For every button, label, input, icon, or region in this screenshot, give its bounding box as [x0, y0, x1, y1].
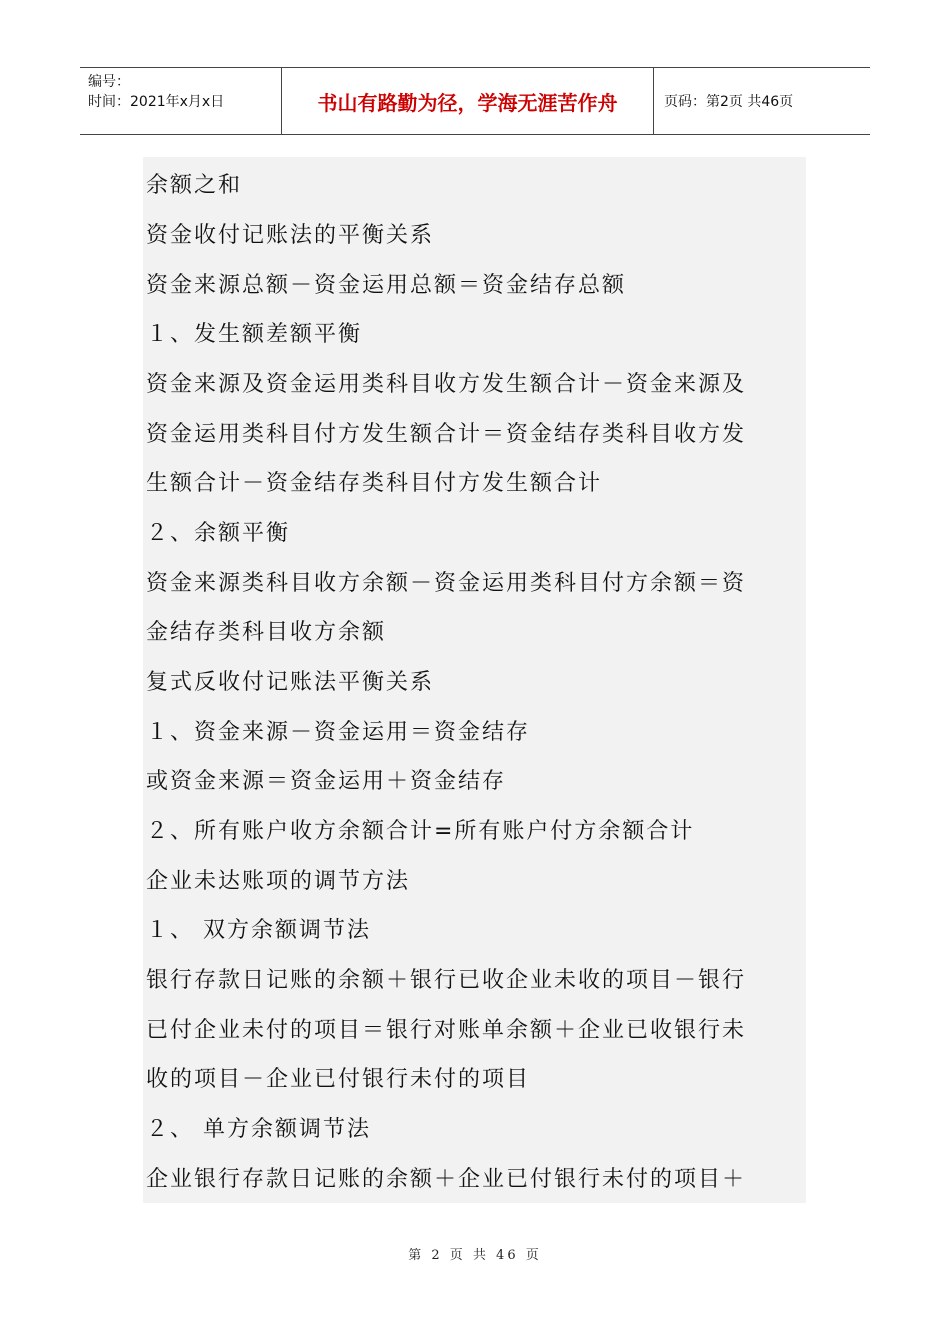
motto-text: 书山有路勤为径，学海无涯苦作舟 — [317, 90, 618, 115]
page-footer — [0, 1244, 950, 1263]
text-line: 银行存款日记账的余额＋银行已收企业未收的项目－银行 — [146, 968, 747, 993]
footer-page-number: 第 2 页 共 46 页 — [408, 1248, 542, 1263]
text-line: ２、所有账户收方余额合计=所有账户付方余额合计 — [146, 819, 695, 844]
text-line: １、 双方余额调节法 — [146, 918, 371, 943]
text-line: 企业银行存款日记账的余额＋企业已付银行未付的项目＋ — [146, 1167, 747, 1192]
document-body — [143, 157, 806, 1203]
text-line: ２、 单方余额调节法 — [146, 1117, 371, 1142]
text-line: 生额合计－资金结存类科目付方发生额合计 — [146, 471, 603, 496]
text-line: ２、余额平衡 — [146, 521, 291, 546]
text-line: 资金来源及资金运用类科目收方发生额合计－资金来源及 — [146, 372, 747, 397]
header-page-info — [654, 68, 870, 134]
text-line: １、资金来源－资金运用＝资金结存 — [146, 720, 531, 745]
page-info-text: 页码：第2页 共46页 — [664, 94, 794, 110]
text-line: 资金运用类科目付方发生额合计＝资金结存类科目收方发 — [146, 422, 747, 447]
text-line: 资金来源总额－资金运用总额＝资金结存总额 — [146, 273, 627, 298]
date-label: 时间：2021年x月x日 — [88, 94, 225, 110]
text-line: 收的项目－企业已付银行未付的项目 — [146, 1067, 531, 1092]
text-line: 或资金来源＝资金运用＋资金结存 — [146, 769, 507, 794]
header-motto — [281, 68, 654, 134]
text-line: 余额之和 — [146, 173, 243, 198]
text-line: 资金来源类科目收方余额－资金运用类科目付方余额＝资 — [146, 571, 747, 596]
text-line: 已付企业未付的项目＝银行对账单余额＋企业已收银行未 — [146, 1018, 747, 1043]
text-line: １、发生额差额平衡 — [146, 322, 363, 347]
header-meta — [80, 68, 281, 134]
text-line: 复式反收付记账法平衡关系 — [146, 670, 435, 695]
text-line: 金结存类科目收方余额 — [146, 620, 387, 645]
number-label: 编号： — [88, 74, 130, 90]
text-line: 资金收付记账法的平衡关系 — [146, 223, 435, 248]
text-line: 企业未达账项的调节方法 — [146, 869, 411, 894]
page-header — [80, 67, 870, 135]
